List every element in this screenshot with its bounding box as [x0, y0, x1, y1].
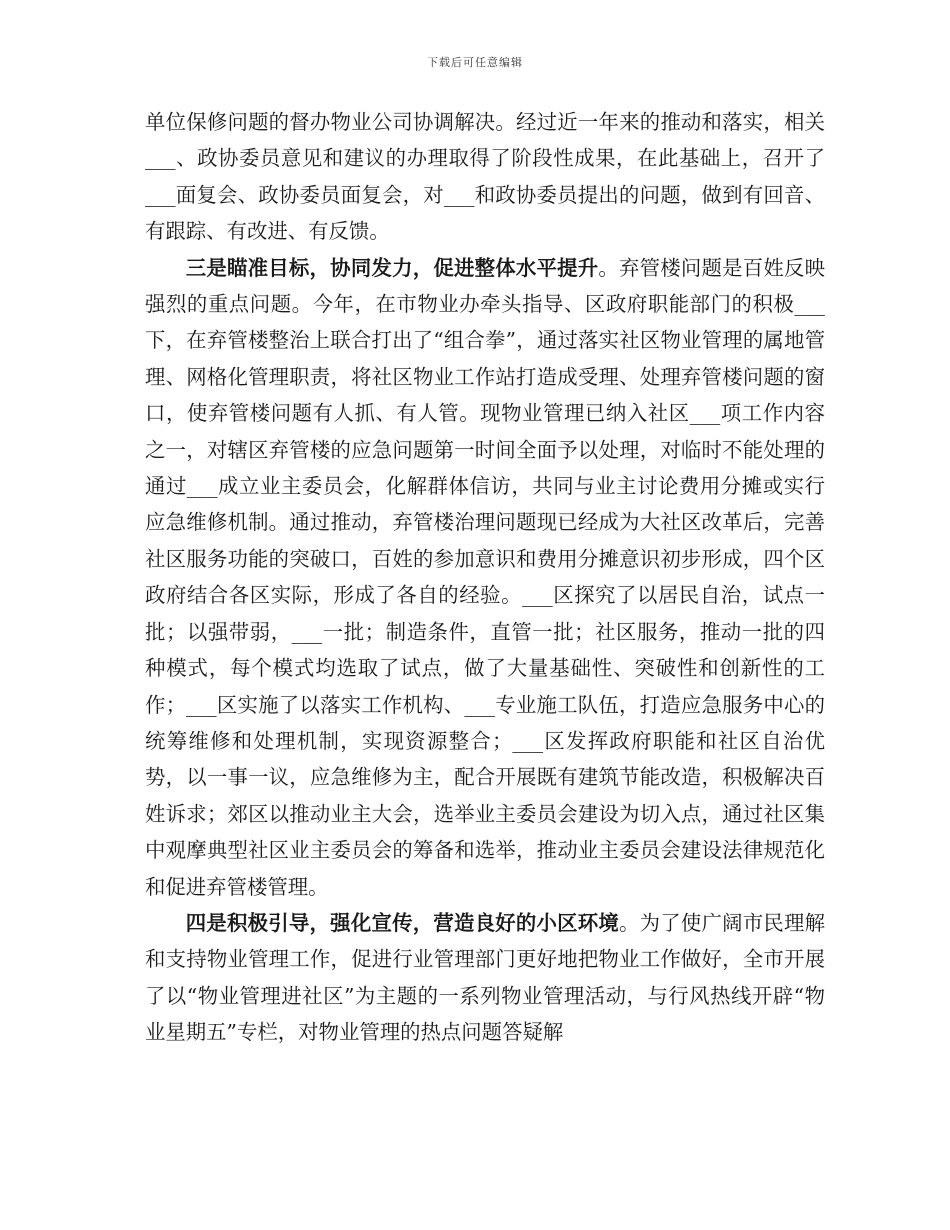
paragraph-lead-heading: 三是瞄准目标，协同发力，促进整体水平提升 [185, 255, 599, 280]
paragraph-point-four [145, 905, 825, 1051]
paragraph-body: 单位保修问题的督办物业公司协调解决。经过近一年来的推动和落实，相关___、政协委员意见和建议的办理取得了阶段性成果，在此基础上，召开了___面复会、政协委员面复会，对___和政协委员提出的问题，做到有回音、有跟踪、有改进、有反馈。 [145, 110, 825, 244]
paragraph-body: 。弃管楼问题是百姓反映强烈的重点问题。今年，在市物业办牵头指导、区政府职能部门的积极___下，在弃管楼整治上联合打出了“组合拳”，通过落实社区物业管理的属地管理、网格化管理职责，将社区物业工作站打造成受理、处理弃管楼问题的窗口，使弃管楼问题有人抓、有人管。现物业管理已纳入社区___项工作内容之一，对辖区弃管楼的应急问题第一时间全面予以处理，对临时不能处理的通过___成立业主委员会，化解群体信访，共同与业主讨论费用分摊或实行应急维修机制。通过推动，弃管楼治理问题现已经成为大社区改革后，完善社区服务功能的突破口，百姓的参加意识和费用分摊意识初步形成，四个区政府结合各区实际，形成了各自的经验。___区探究了以居民自治，试点一批；以强带弱，___一批；制造条件，直管一批；社区服务，推动一批的四种模式，每个模式均选取了试点，做了大量基础性、突破性和创新性的工作；___区实施了以落实工作机构、___专业施工队伍，打造应急服务中心的统筹维修和处理机制，实现资源整合；___区发挥政府职能和社区自治优势，以一事一议，应急维修为主，配合开展既有建筑节能改造，积极解决百姓诉求；郊区以推动业主大会，选举业主委员会建设为切入点，通过社区集中观摩典型社区业主委员会的筹备和选举，推动业主委员会建设法律规范化和促进弃管楼管理。 [145, 255, 826, 899]
paragraph-continuation [145, 104, 825, 250]
paragraph-body: 。为了使广阔市民理解和支持物业管理工作，促进行业管理部门更好地把物业工作做好，全市开展了以“物业管理进社区”为主题的一系列物业管理活动，与行风热线开辟“物业星期五”专栏，对物业管理的热点问题答疑解 [145, 910, 826, 1045]
paragraph-point-three [145, 250, 825, 905]
document-body [145, 104, 825, 1051]
paragraph-lead-heading: 四是积极引导，强化宣传，营造良好的小区环境 [185, 910, 619, 935]
page-header: 下载后可任意编辑 [427, 56, 523, 69]
